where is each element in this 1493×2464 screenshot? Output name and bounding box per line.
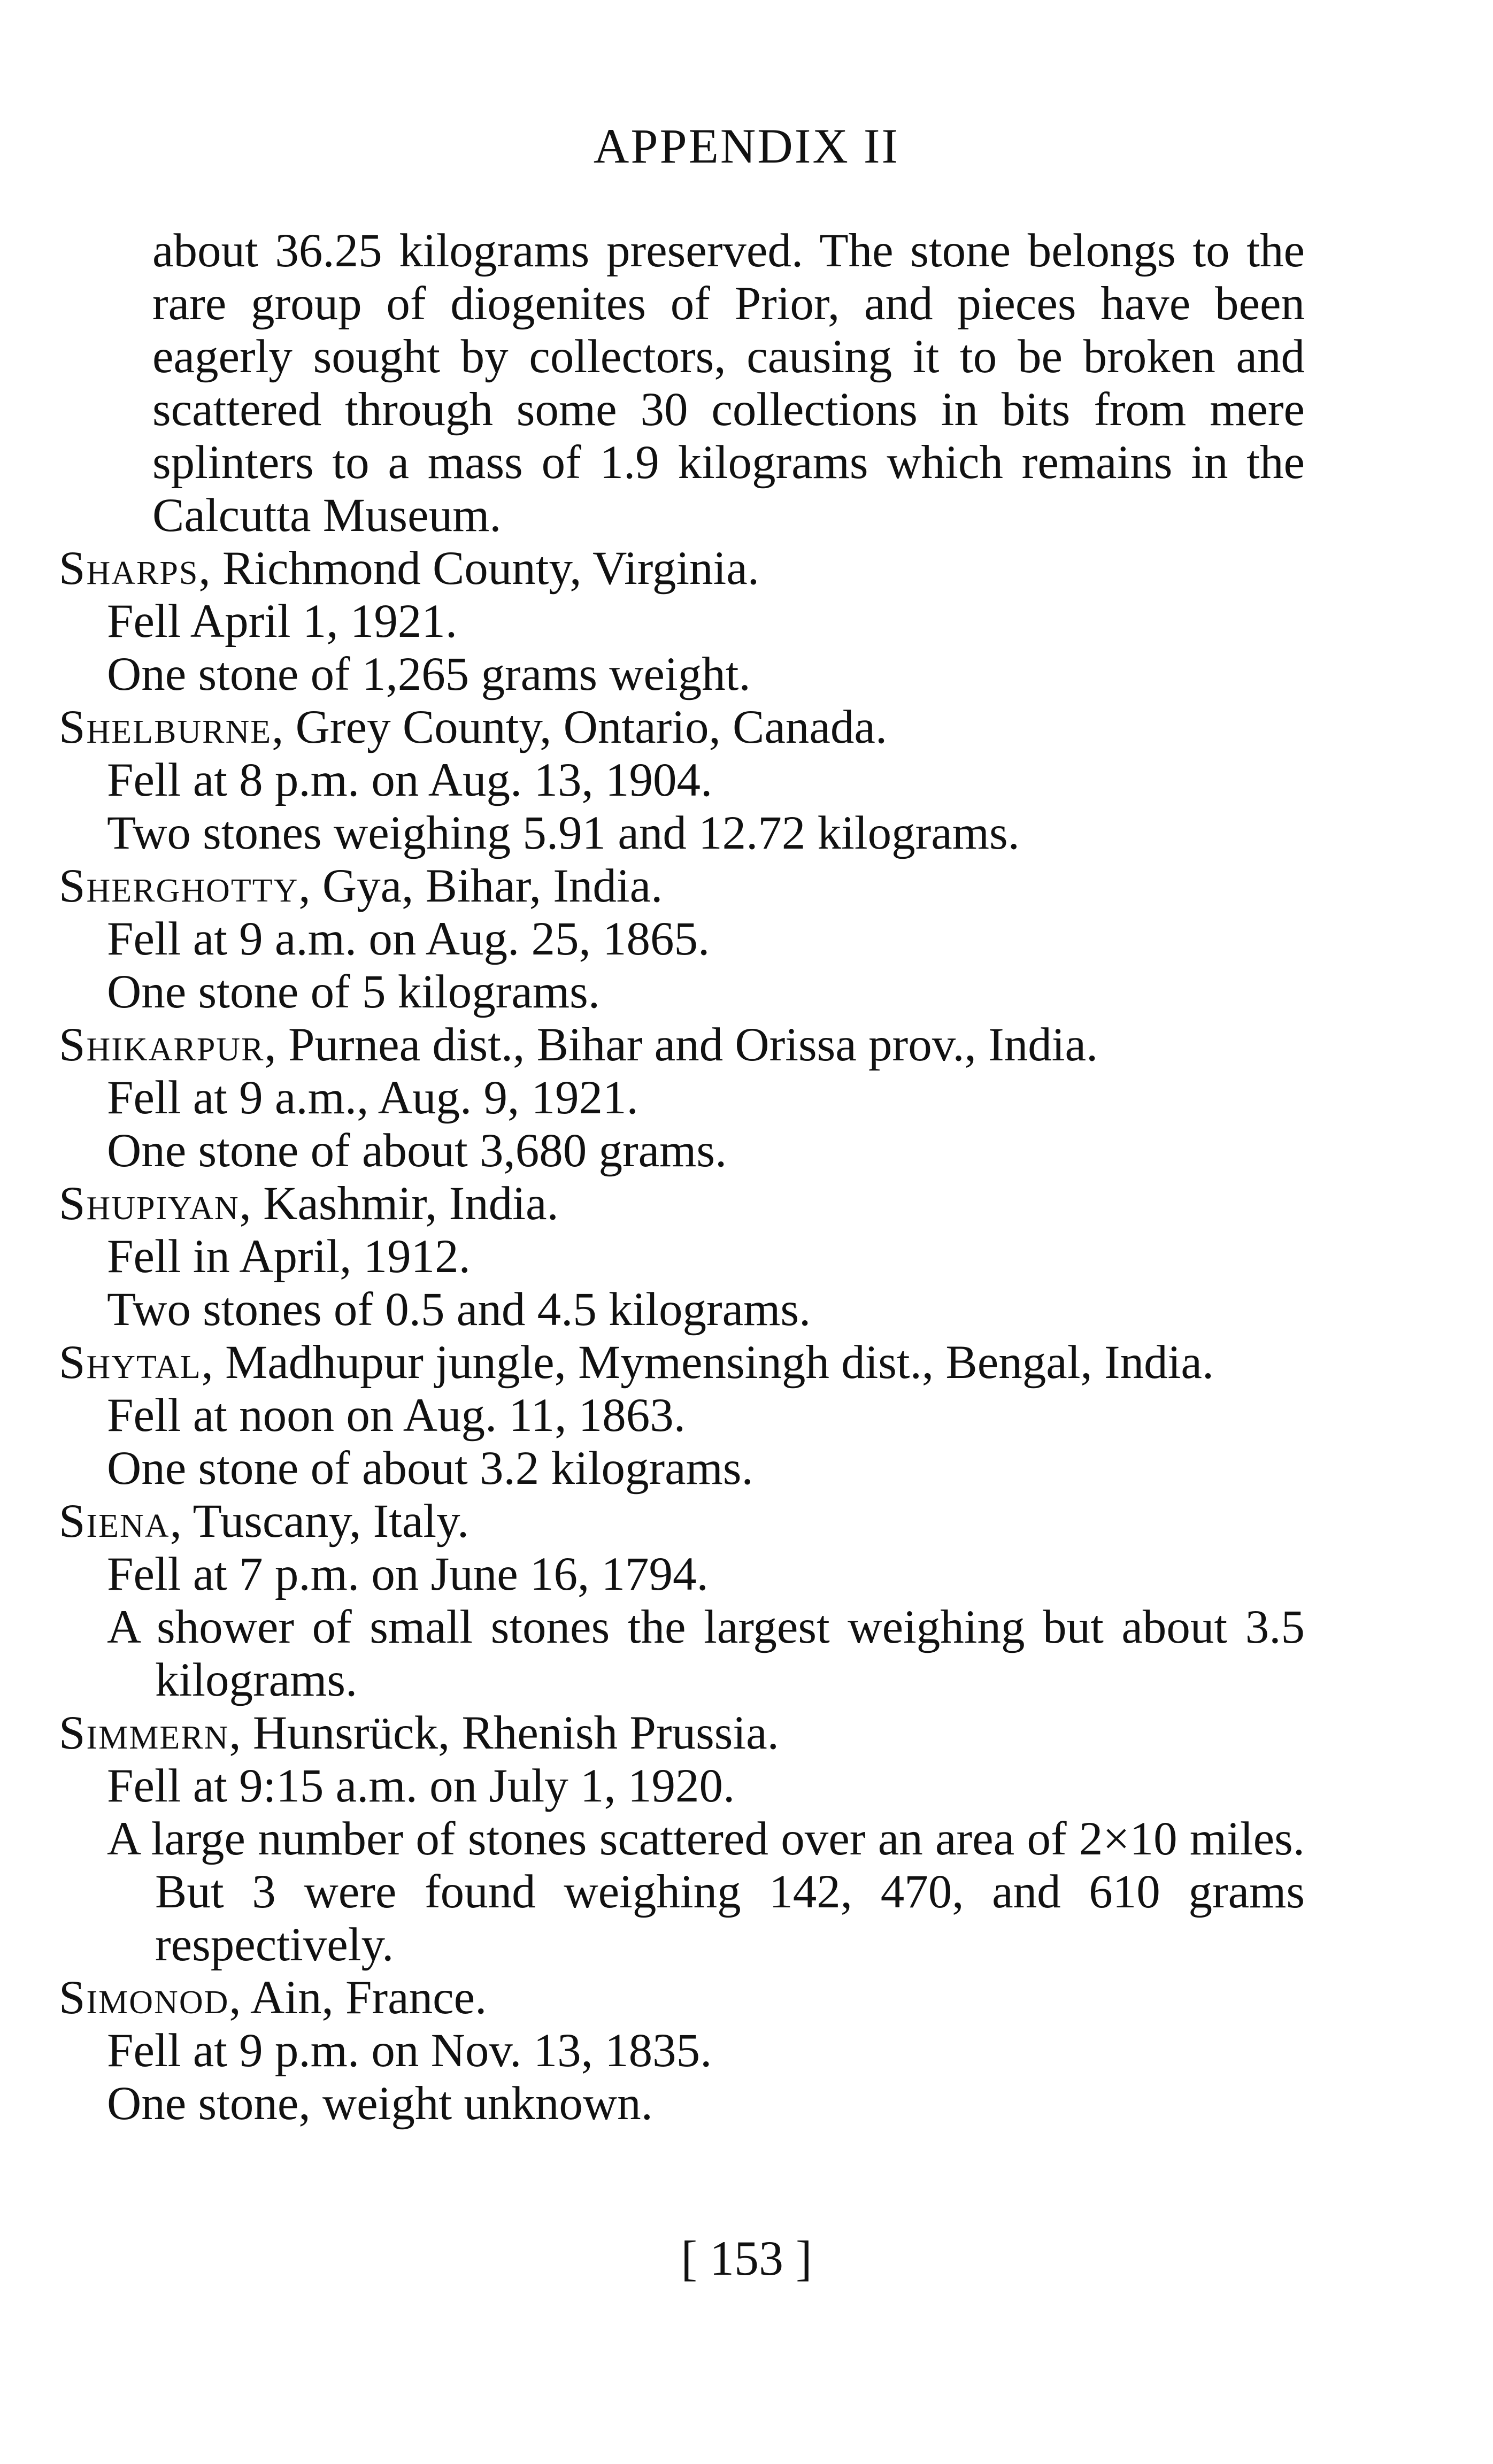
entry-location: , Ain, France. bbox=[229, 1972, 487, 2024]
entry-sherghotty bbox=[59, 860, 1305, 1019]
entry-heading bbox=[59, 1019, 1305, 1072]
entry-location: , Richmond County, Virginia. bbox=[198, 542, 760, 595]
meteorite-name: Simmern bbox=[59, 1707, 229, 1759]
entry-location: , Purnea dist., Bihar and Orissa prov., India. bbox=[264, 1019, 1098, 1071]
entry-heading bbox=[59, 1177, 1305, 1230]
entry-shelburne bbox=[59, 701, 1305, 860]
entry-heading bbox=[59, 860, 1305, 913]
entry-shupiyan bbox=[59, 1177, 1305, 1336]
entry-location: , Madhupur jungle, Mymensingh dist., Bengal, India. bbox=[201, 1336, 1214, 1389]
entry-heading bbox=[59, 1707, 1305, 1760]
entry-simmern bbox=[59, 1707, 1305, 1972]
entry-stones: One stone of 1,265 grams weight. bbox=[107, 648, 751, 700]
entry-fall-date: Fell at 9 a.m. on Aug. 25, 1865. bbox=[107, 913, 710, 965]
running-header: APPENDIX II bbox=[593, 119, 900, 173]
entry-stones: Two stones of 0.5 and 4.5 kilograms. bbox=[107, 1283, 811, 1336]
entry-fall-date: Fell at 7 p.m. on June 16, 1794. bbox=[107, 1548, 709, 1600]
entry-sharps bbox=[59, 542, 1305, 701]
entry-fall-date: Fell April 1, 1921. bbox=[107, 595, 458, 648]
entry-location: , Hunsrück, Rhenish Prussia. bbox=[229, 1707, 779, 1759]
intro-paragraph: about 36.25 kilograms preserved. The stone belongs to the rare group of diogenites of Prior, and pieces have been eagerly sought by collectors, causing it to be broken and scattered through some 30 collections in bits from mere splinters to a mass of 1.9 kilograms which remains in the Calcutta Museum. bbox=[152, 225, 1305, 542]
entry-fall-date: Fell at 8 p.m. on Aug. 13, 1904. bbox=[107, 754, 713, 806]
entry-location: , Tuscany, Italy. bbox=[170, 1495, 470, 1547]
entry-stones: One stone of 5 kilograms. bbox=[107, 966, 600, 1018]
entry-heading bbox=[59, 1336, 1305, 1389]
meteorite-name: Sharps bbox=[59, 542, 199, 595]
meteorite-name: Sherghotty bbox=[59, 860, 299, 912]
entry-stones: One stone, weight unknown. bbox=[107, 2077, 653, 2130]
meteorite-name: Siena bbox=[59, 1495, 170, 1547]
entry-location: , Kashmir, India. bbox=[239, 1177, 559, 1230]
entry-location: , Gya, Bihar, India. bbox=[298, 860, 663, 912]
entry-location: , Grey County, Ontario, Canada. bbox=[272, 701, 888, 753]
entry-fall-date: Fell at 9 a.m., Aug. 9, 1921. bbox=[107, 1072, 638, 1124]
entry-stones: A shower of small stones the largest weighing but about 3.5 kilograms. bbox=[107, 1601, 1305, 1706]
entry-fall-date: Fell at 9 p.m. on Nov. 13, 1835. bbox=[107, 2024, 712, 2077]
entry-siena bbox=[59, 1495, 1305, 1707]
entry-stones: One stone of about 3,680 grams. bbox=[107, 1125, 727, 1177]
entry-heading bbox=[59, 1495, 1305, 1548]
meteorite-name: Shupiyan bbox=[59, 1177, 240, 1230]
entry-heading bbox=[59, 542, 1305, 595]
entry-stones: A large number of stones scattered over an area of 2×10 miles. But 3 were found weighing 142, 470, and 610 grams respectively. bbox=[107, 1813, 1305, 1971]
entry-fall-date: Fell in April, 1912. bbox=[107, 1230, 471, 1283]
entry-heading bbox=[59, 701, 1305, 754]
entry-fall-date: Fell at noon on Aug. 11, 1863. bbox=[107, 1389, 686, 1442]
entry-simonod bbox=[59, 1972, 1305, 2130]
entry-stones: One stone of about 3.2 kilograms. bbox=[107, 1442, 753, 1495]
entry-shytal bbox=[59, 1336, 1305, 1495]
page-body bbox=[59, 225, 1305, 2130]
meteorite-name: Shytal bbox=[59, 1336, 202, 1389]
meteorite-name: Shelburne bbox=[59, 701, 272, 753]
entry-heading bbox=[59, 1972, 1305, 2024]
entry-stones: Two stones weighing 5.91 and 12.72 kilograms. bbox=[107, 807, 1020, 859]
meteorite-name: Simonod bbox=[59, 1972, 229, 2024]
meteorite-name: Shikarpur bbox=[59, 1019, 265, 1071]
entry-fall-date: Fell at 9:15 a.m. on July 1, 1920. bbox=[107, 1760, 735, 1812]
page-number: [ 153 ] bbox=[681, 2231, 812, 2285]
entry-shikarpur bbox=[59, 1019, 1305, 1177]
